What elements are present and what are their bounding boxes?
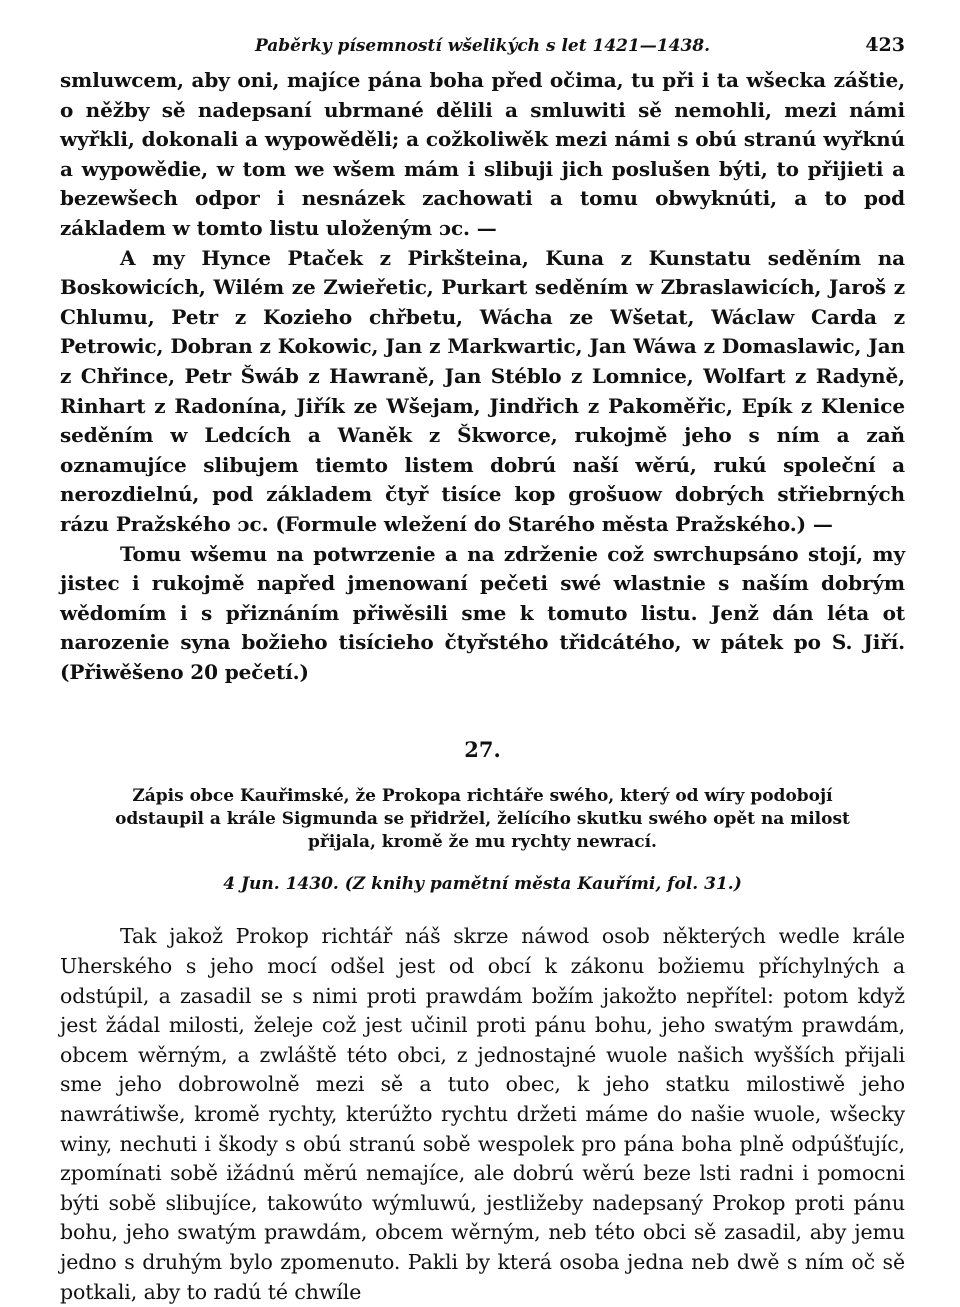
document-body [60,922,905,1307]
paragraph: smluwcem, aby oni, majíce pána boha před očima, tu při i ta wšecka záštie, o něžby sě nadepsaní ubrmané dělili a smluwiti sě nemohli, mezi námi wyřkli, dokonali a wypowěděli; a cožkoliwěk mezi námi s obú stranú wyřknú a wypowědie, w tom we wšem mám i slibuji jich poslušen býti, to přijieti a bezewšech odpor i nesnázek zachowati a tomu obwyknúti, a to pod základem w tomto listu uloženým ɔc. — [60,68,905,240]
running-title: Paběrky písemností wšelikých s let 1421—1438. [254,36,711,56]
document-27 [60,737,905,1307]
paragraph: Tak jakož Prokop richtář náš skrze náwod osob některých wedle krále Uherského s jeho mocí odšel jest od obcí k zákonu božiemu příchylných a odstúpil, a zasadil se s nimi proti prawdám božím jakožto nepřítel: potom když jest žádal milosti, želeje což jest učinil proti pánu bohu, jeho swatým prawdám, obcem wěrným, a zwláště této obci, z jednostajné wuole našich wyšších přijali sme jeho dobrowolně mezi sě a tuto obec, k jeho statku milostiwě jeho nawrátiwše, kromě rychty, kterúžto rychtu držeti máme do našie wuole, wšecky winy, nechuti i škody s obú stranú sobě wespolek pro pána boha plně odpúšťujíc, zpomínati sobě ižádnú měrú nemajíce, ale dobrú wěrú beze lsti radni i pomocni býti sobě slibujíce, takowúto wýmluwú, jestližeby nadepsaný Prokop proti pánu bohu, jeho swatým prawdám, obcem wěrným, neb této obci sě zasadil, aby jemu jedno s druhým bylo zpomenuto. Pakli by která osoba jedna neb dwě s ním oč sě potkali, aby to radú té chwíle [60,924,905,1304]
running-head [60,30,905,66]
document-number: 27. [464,737,501,763]
page-number: 423 [865,34,905,56]
document-summary: Zápis obce Kauřimské, že Prokopa richtáře swého, který od wíry podobojí odstaupil a krále Sigmunda se přidržel, želícího skutku swého opět na milost přijala, kromě že mu rychty newrací. [115,786,850,853]
book-page [60,30,905,1307]
paragraph: Tomu wšemu na potwrzenie a na zdrženie což swrchupsáno stojí, my jistec i rukojmě napřed jmenowaní pečeti swé wlastnie s naším dobrým wědomím i s přiznáním přiwěsili sme k tomuto listu. Jenž dán léta ot narozenie syna božieho tisícieho čtyřstého třidcátého, w pátek po S. Jiří. (Přiwěšeno 20 pečetí.) [60,541,905,684]
continuation-text [60,66,905,687]
document-source: 4 Jun. 1430. (Z knihy pamětní města Kauřími, fol. 31.) [223,874,742,895]
paragraph: A my Hynce Ptaček z Pirkšteina, Kuna z Kunstatu seděním na Boskowicích, Wilém ze Zwieřetic, Purkart seděním w Zbraslawicích, Jaroš z Chlumu, Petr z Kozieho chřbetu, Wácha ze Wšetat, Wáclaw Carda z Petrowic, Dobran z Kokowic, Jan z Markwartic, Jan Wáwa z Domaslawic, Jan z Chřince, Petr Šwáb z Hawraně, Jan Stéblo z Lomnice, Wolfart z Radyně, Rinhart z Radonína, Jiřík ze Wšejam, Jindřich z Pakoměřic, Epík z Klenice seděním w Ledcích a Waněk z Škworce, rukojmě jeho s ním a zaň oznamujíce slibujem tiemto listem dobrú naší wěrú, rukú společní a nerozdielnú, pod základem čtyř tisíce kop grošuow dobrých střiebrných rázu Pražského ɔc. (Formule wležení do Starého města Pražského.) — [60,245,905,536]
